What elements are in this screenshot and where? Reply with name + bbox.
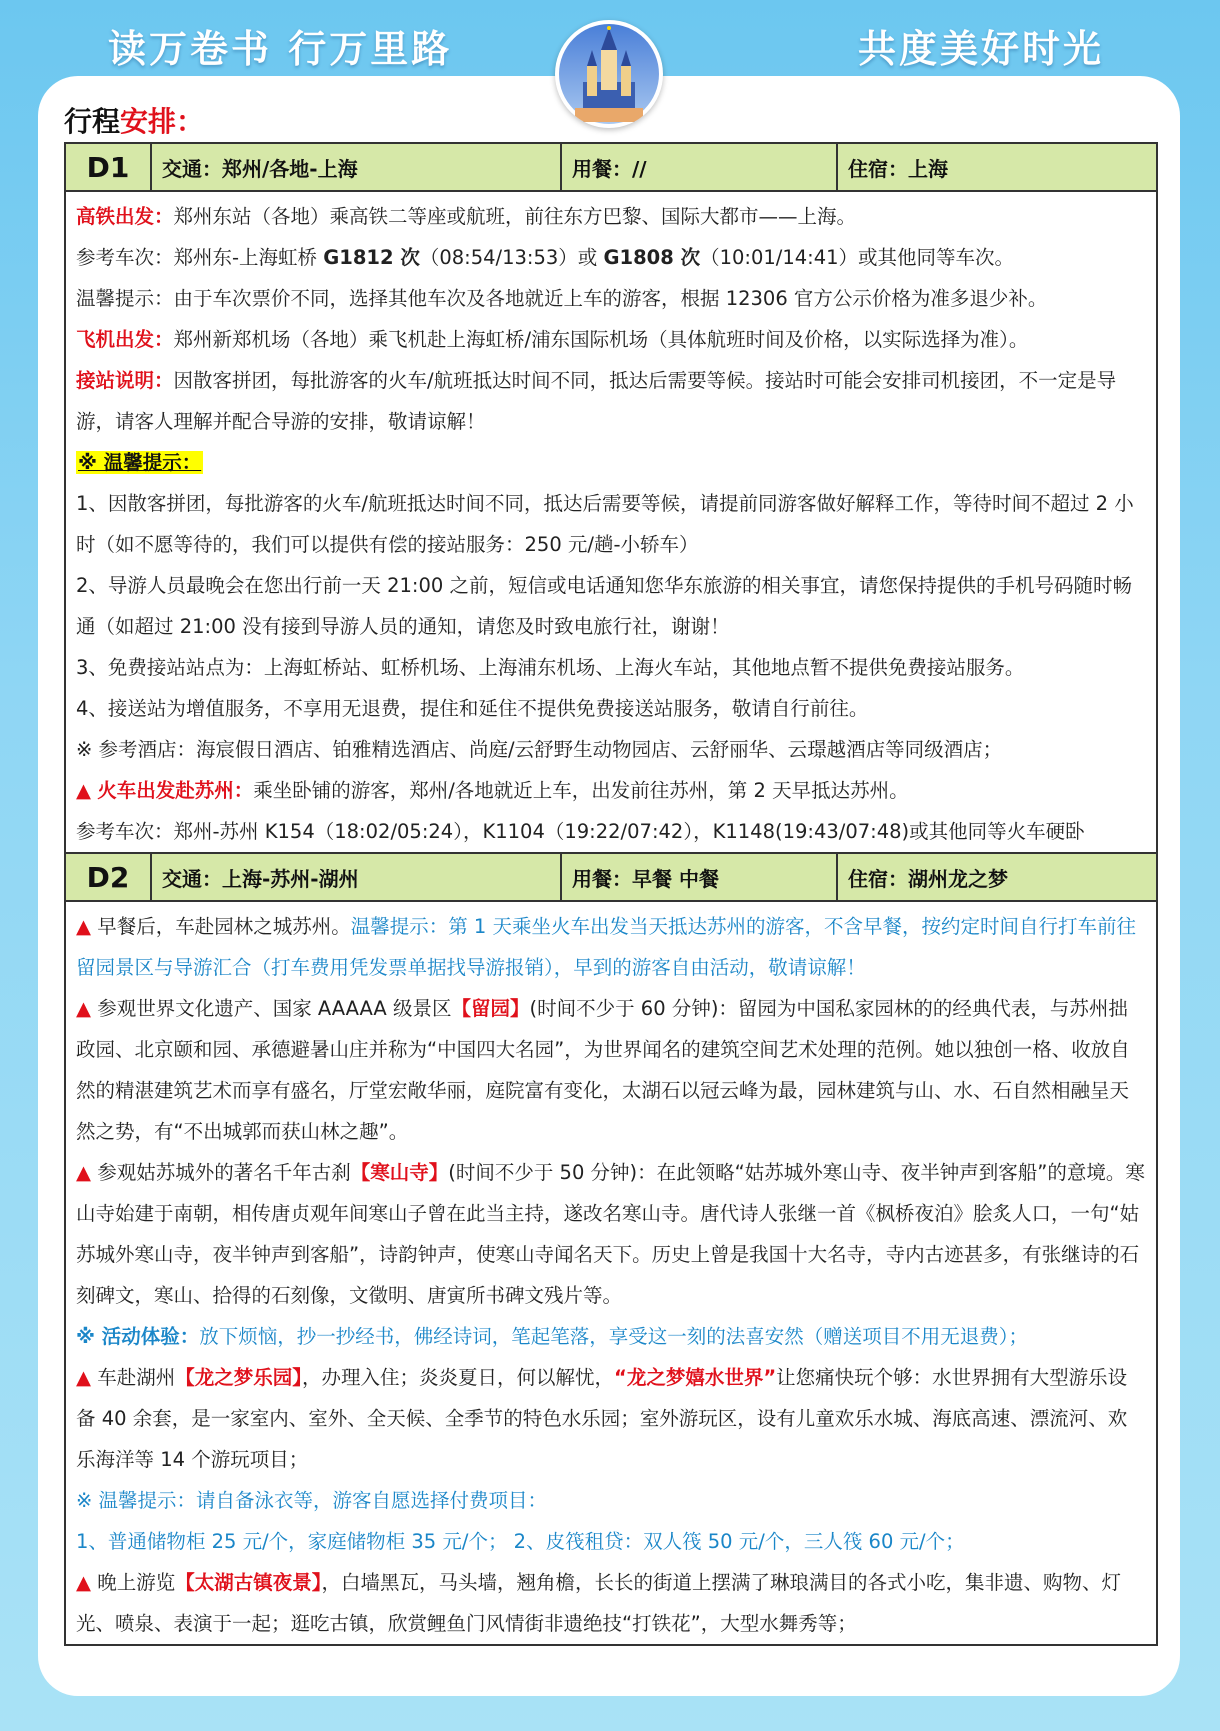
day2-label: D2: [66, 854, 152, 900]
d1-line-pickup: [76, 360, 1146, 442]
d1-line-train-ref: 参考车次：郑州-苏州 K154（18:02/05:24），K1104（19:22/07:42），K1148(19:43/07:48)或其他同等火车硬卧: [76, 820, 1085, 843]
triangle-icon: ▲: [76, 1366, 98, 1389]
day2-hotel: 住宿：湖州龙之梦: [848, 866, 1008, 891]
hsr-text: 郑州东站（各地）乘高铁二等座或航班，前往东方巴黎、国际大都市——上海。: [173, 205, 857, 228]
d2-swim-tip: ※ 温馨提示：请自备泳衣等，游客自愿选择付费项目：: [76, 1489, 548, 1512]
d1-tip-1: 1、因散客拼团，每批游客的火车/航班抵达时间不同，抵达后需要等候，请提前同游客做好解释工作，等待时间不超过 2 小时（如不愿等待的，我们可以提供有偿的接站服务：250 元/趟-小轿车）: [76, 492, 1134, 556]
train-suzhou-label: 火车出发赴苏州：: [97, 779, 254, 802]
liuyuan-name: 【留园】: [451, 997, 530, 1020]
activity-label: ※ 活动体验：: [76, 1325, 200, 1348]
train-ref-c: （08:54/13:53）或: [419, 246, 604, 269]
lzm-text: ，办理入住；炎炎夏日，何以解忧，: [301, 1366, 614, 1389]
d2-para-activity: [76, 1316, 1146, 1357]
d1-line-hsr: [76, 196, 1146, 237]
day2-header: [64, 852, 1158, 902]
d2-para-liuyuan: [76, 988, 1146, 1152]
triangle-icon: ▲: [76, 915, 98, 938]
triangle-icon: ▲: [76, 1161, 98, 1184]
hsr-label: 高铁出发：: [76, 205, 174, 228]
d2-para-breakfast: [76, 906, 1146, 988]
day1-label: D1: [66, 144, 152, 190]
d1-tip-title: [76, 442, 1146, 483]
flight-text: 郑州新郑机场（各地）乘飞机赴上海虹桥/浦东国际机场（具体航班时间及价格，以实际选择为准）。: [173, 328, 1029, 351]
train-ref-b: G1812 次: [323, 246, 420, 269]
day1-hotel: 住宿：上海: [848, 156, 948, 181]
d2-locker-prices: 1、普通储物柜 25 元/个，家庭储物柜 35 元/个； 2、皮筏租贷：双人筏 50 元/个，三人筏 60 元/个；: [76, 1530, 965, 1553]
breakfast-tip: 温馨提示：第 1 天乘坐火车出发当天抵达苏州的游客，不含早餐，按约定时间自行打车前往留园景区与导游汇合（打车费用凭发票单据找导游报销），早到的游客自由活动，敬请谅解！: [76, 915, 1137, 979]
d2-para-hanshan: [76, 1152, 1146, 1316]
triangle-icon: ▲: [76, 779, 98, 802]
breakfast-text: 早餐后，车赴园林之城苏州。: [97, 915, 351, 938]
train-ref-e: （10:01/14:41）或其他同等车次。: [700, 246, 1015, 269]
day2-transport: 交通：上海-苏州-湖州: [152, 854, 562, 900]
d1-line-price-tip: 温馨提示：由于车次票价不同，选择其他车次及各地就近上车的游客，根据 12306 官方公示价格为准多退少补。: [76, 287, 1048, 310]
d1-line-trains: [76, 237, 1146, 278]
section-title: [64, 100, 204, 140]
train-ref-a: 参考车次：郑州东-上海虹桥: [76, 246, 324, 269]
liuyuan-intro: 参观世界文化遗产、国家 AAAAA 级景区: [97, 997, 452, 1020]
day1-body: [64, 192, 1158, 852]
table-bottom-border: [64, 1644, 1158, 1646]
banner-slogan-right: 共度美好时光: [858, 27, 1105, 71]
d1-tip-4: 4、接送站为增值服务，不享用无退费，提住和延住不提供免费接送站服务，敬请自行前往。: [76, 697, 869, 720]
banner-slogan-left: 读万卷书 行万里路: [108, 27, 453, 71]
lzm-name: 【龙之梦乐园】: [175, 1366, 302, 1389]
train-ref-d: G1808 次: [603, 246, 701, 269]
day1-transport: 交通：郑州/各地-上海: [152, 144, 562, 190]
flight-label: 飞机出发：: [76, 328, 174, 351]
lzm-intro: 车赴湖州: [97, 1366, 176, 1389]
day2-meals: 用餐：早餐 中餐: [562, 854, 838, 900]
liuyuan-desc: (时间不少于 60 分钟)：留园为中国私家园林的的经典代表，与苏州拙政园、北京颐和园、承德避暑山庄并称为“中国四大名园”，为世界闻名的建筑空间艺术处理的范例。她以独创一格、收放自然的精湛建筑艺术而享有盛名，厅堂宏敞华丽，庭院富有变化，太湖石以冠云峰为最，园林建筑与山、水、石自然相融呈天然之势，有“不出城郭而获山林之趣”。: [76, 997, 1130, 1143]
day2-body: [64, 902, 1158, 1644]
d1-line-train-suzhou: [76, 770, 1146, 811]
day1-header: [64, 142, 1158, 192]
section-title-b: 安排：: [120, 105, 205, 138]
day1-meals: 用餐：//: [562, 144, 838, 190]
train-suzhou-text: 乘坐卧铺的游客，郑州/各地就近上车，出发前往苏州，第 2 天早抵达苏州。: [253, 779, 909, 802]
taihu-name: 【太湖古镇夜景】: [175, 1571, 322, 1594]
triangle-icon: ▲: [76, 997, 98, 1020]
hanshan-name: 【寒山寺】: [350, 1161, 449, 1184]
d1-hotel-ref: ※ 参考酒店：海宸假日酒店、铂雅精选酒店、尚庭/云舒野生动物园店、云舒丽华、云璟越酒店等同级酒店；: [76, 738, 1003, 761]
triangle-icon: ▲: [76, 1571, 98, 1594]
d2-para-longzhimeng: [76, 1357, 1146, 1480]
pickup-text: 因散客拼团，每批游客的火车/航班抵达时间不同，抵达后需要等候。接站时可能会安排司机接团，不一定是导游，请客人理解并配合导游的安排，敬请谅解！: [76, 369, 1117, 433]
taihu-desc: ，白墙黑瓦，马头墙，翘角檐，长长的街道上摆满了琳琅满目的各式小吃，集非遗、购物、灯光、喷泉、表演于一起；逛吃古镇，欣赏鲤鱼门风情街非遗绝技“打铁花”，大型水舞秀等；: [76, 1571, 1121, 1635]
lzm-desc: 让您痛快玩个够：水世界拥有大型游乐设备 40 余套，是一家室内、室外、全天候、全季节的特色水乐园；室外游玩区，设有儿童欢乐水城、海底高速、漂流河、欢乐海洋等 14 个游玩项目；: [76, 1366, 1128, 1471]
taihu-intro: 晚上游览: [97, 1571, 176, 1594]
section-title-a: 行程: [64, 105, 121, 138]
d2-para-taihu: [76, 1562, 1146, 1644]
tip-title-text: ※ 温馨提示：: [78, 451, 202, 474]
d1-tip-2: 2、导游人员最晚会在您出行前一天 21:00 之前，短信或电话通知您华东旅游的相关事宜，请您保持提供的手机号码随时畅通（如超过 21:00 没有接到导游人员的通知，请您及时致电旅行社，谢谢！: [76, 574, 1132, 638]
lzm-waterworld: “龙之梦嬉水世界”: [614, 1366, 777, 1389]
pickup-label: 接站说明：: [76, 369, 174, 392]
hanshan-intro: 参观姑苏城外的著名千年古刹: [97, 1161, 351, 1184]
castle-logo-icon: [555, 20, 663, 128]
d1-line-flight: [76, 319, 1146, 360]
d1-tip-3: 3、免费接站站点为：上海虹桥站、虹桥机场、上海浦东机场、上海火车站，其他地点暂不提供免费接站服务。: [76, 656, 1025, 679]
hanshan-desc: (时间不少于 50 分钟)：在此领略“姑苏城外寒山寺、夜半钟声到客船”的意境。寒山寺始建于南朝，相传唐贞观年间寒山子曾在此当主持，遂改名寒山寺。唐代诗人张继一首《枫桥夜泊》脍炙人口，一句“姑苏城外寒山寺，夜半钟声到客船”，诗韵钟声，使寒山寺闻名天下。历史上曾是我国十大名寺，寺内古迹甚多，有张继诗的石刻碑文，寒山、拾得的石刻像，文徵明、唐寅所书碑文残片等。: [76, 1161, 1145, 1307]
activity-text: 放下烦恼，抄一抄经书，佛经诗词，笔起笔落，享受这一刻的法喜安然（赠送项目不用无退费）；: [199, 1325, 1029, 1348]
